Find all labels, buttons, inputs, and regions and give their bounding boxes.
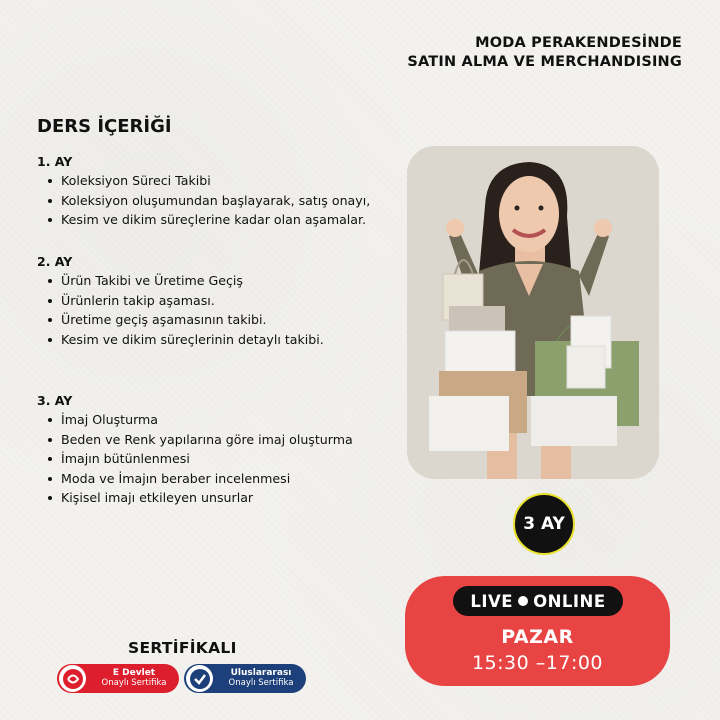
- list-item: Kesim ve dikim süreçlerinin detaylı takibi.: [61, 330, 397, 350]
- list-item: Beden ve Renk yapılarına göre imaj oluşturma: [61, 430, 397, 450]
- list-item: Koleksiyon oluşumundan başlayarak, satış onayı,: [61, 191, 397, 211]
- list-item: Kesim ve dikim süreçlerine kadar olan aşamalar.: [61, 210, 397, 230]
- list-item: İmajın bütünlenmesi: [61, 449, 397, 469]
- e-devlet-certificate-badge: [57, 664, 179, 693]
- module-title: 2. AY: [37, 254, 73, 269]
- module-title: 3. AY: [37, 393, 73, 408]
- list-item: İmaj Oluşturma: [61, 410, 397, 430]
- list-item: Ürün Takibi ve Üretime Geçiş: [61, 271, 397, 291]
- title-line-2: SATIN ALMA VE MERCHANDISING: [407, 54, 682, 70]
- check-circle-icon: [186, 665, 213, 692]
- live-label: LIVE: [470, 591, 514, 611]
- live-dot-icon: [518, 596, 528, 606]
- online-label: ONLINE: [533, 591, 606, 611]
- module-items: [37, 171, 397, 230]
- schedule-box: [405, 576, 670, 686]
- page-title: [407, 34, 682, 72]
- badge-title: E Devlet: [112, 668, 156, 678]
- woman-with-shopping-bags-illustration: [407, 146, 659, 479]
- module-items: [37, 410, 397, 508]
- live-online-pill: [453, 586, 623, 616]
- e-devlet-logo-icon: [59, 665, 86, 692]
- course-content-heading: DERS İÇERİĞİ: [37, 116, 172, 137]
- international-certificate-badge: [184, 664, 306, 693]
- badge-title: Uluslararası: [230, 668, 292, 678]
- schedule-time: 15:30 –17:00: [471, 652, 604, 674]
- badge-subtitle: Onaylı Sertifika: [228, 678, 294, 688]
- title-line-1: MODA PERAKENDESİNDE: [475, 35, 682, 51]
- module-month-2: [37, 254, 397, 349]
- duration-badge: 3 AY: [513, 493, 575, 555]
- module-month-3: [37, 393, 397, 508]
- schedule-day: PAZAR: [501, 626, 574, 648]
- certificate-heading: SERTİFİKALI: [128, 639, 237, 657]
- badge-subtitle: Onaylı Sertifika: [101, 678, 167, 688]
- list-item: Ürünlerin takip aşaması.: [61, 291, 397, 311]
- module-items: [37, 271, 397, 349]
- module-title: 1. AY: [37, 154, 73, 169]
- list-item: Koleksiyon Süreci Takibi: [61, 171, 397, 191]
- list-item: Üretime geçiş aşamasının takibi.: [61, 310, 397, 330]
- list-item: Kişisel imajı etkileyen unsurlar: [61, 488, 397, 508]
- model-photo: [407, 146, 659, 479]
- list-item: Moda ve İmajın beraber incelenmesi: [61, 469, 397, 489]
- module-month-1: [37, 154, 397, 230]
